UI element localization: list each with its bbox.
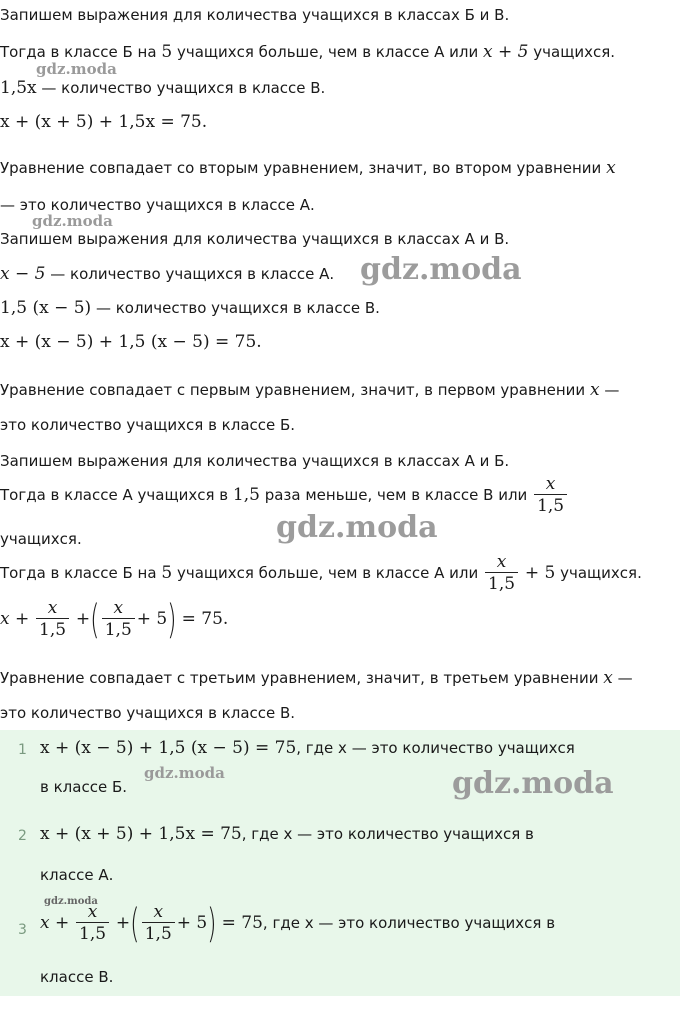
watermark: gdz.moda — [276, 510, 438, 545]
text-line: x − 5 — количество учащихся в классе А. — [0, 264, 335, 284]
answer-item-cont: классе А. — [40, 866, 114, 884]
text-line: это количество учащихся в классе Б. — [0, 416, 296, 434]
text-line: 1,5x — количество учащихся в классе В. — [0, 78, 326, 98]
fraction: $\frac{x}{1,5}$ — [485, 552, 518, 595]
equation-3: x + $\frac{x}{1,5}$ +( $\frac{x}{1,5}$ + 5) = 75. — [0, 596, 229, 643]
equation-1: x + (x + 5) + 1,5x = 75. — [0, 112, 208, 132]
text-line: Уравнение совпадает со вторым уравнением, значит, во втором уравнении x — [0, 158, 616, 178]
fraction: $\frac{x}{1,5}$ — [534, 474, 567, 517]
answer-item: x + (x + 5) + 1,5x = 75, где x — это количество учащихся в — [40, 824, 534, 844]
answer-number: 2 — [18, 828, 27, 844]
text-line: Запишем выражения для количества учащихся в классах Б и В. — [0, 6, 510, 24]
answer-item-cont: в классе Б. — [40, 778, 127, 796]
text-line: учащихся. — [0, 530, 82, 548]
answer-number: 3 — [18, 922, 27, 938]
watermark: gdz.moda — [452, 766, 614, 801]
text-line: Запишем выражения для количества учащихся в классах А и В. — [0, 230, 510, 248]
watermark: gdz.moda — [36, 60, 117, 78]
text-line: Тогда в классе Б на 5 учащихся больше, чем в классе А или $\frac{x}{1,5}$ + 5 учащихся. — [0, 552, 642, 594]
answer-item-cont: классе В. — [40, 968, 114, 986]
watermark: gdz.moda — [44, 896, 98, 907]
text-line: Тогда в классе Б на 5 учащихся больше, чем в классе А или x + 5 учащихся. — [0, 42, 616, 62]
text-line: — это количество учащихся в классе А. — [0, 196, 315, 214]
answer-item: x + $\frac{x}{1,5}$ +( $\frac{x}{1,5}$ + 5) = 75, где x — это количество учащихся в — [40, 900, 556, 947]
watermark: gdz.moda — [32, 212, 113, 230]
answer-number: 1 — [18, 742, 27, 758]
answer-item: x + (x − 5) + 1,5 (x − 5) = 75, где x — это количество учащихся — [40, 738, 575, 758]
watermark: gdz.moda — [360, 252, 522, 287]
text-line: это количество учащихся в классе В. — [0, 704, 296, 722]
text-line: Запишем выражения для количества учащихся в классах А и Б. — [0, 452, 510, 470]
text-line: Уравнение совпадает с первым уравнением, значит, в первом уравнении x — — [0, 380, 620, 400]
text-line: 1,5 (x − 5) — количество учащихся в классе В. — [0, 298, 380, 318]
text-line: Уравнение совпадает с третьим уравнением, значит, в третьем уравнении x — — [0, 668, 633, 688]
watermark: gdz.moda — [144, 764, 225, 782]
text-line: Тогда в классе А учащихся в 1,5 раза меньше, чем в классе В или $\frac{x}{1,5}$ — [0, 474, 569, 517]
equation-2: x + (x − 5) + 1,5 (x − 5) = 75. — [0, 332, 262, 352]
